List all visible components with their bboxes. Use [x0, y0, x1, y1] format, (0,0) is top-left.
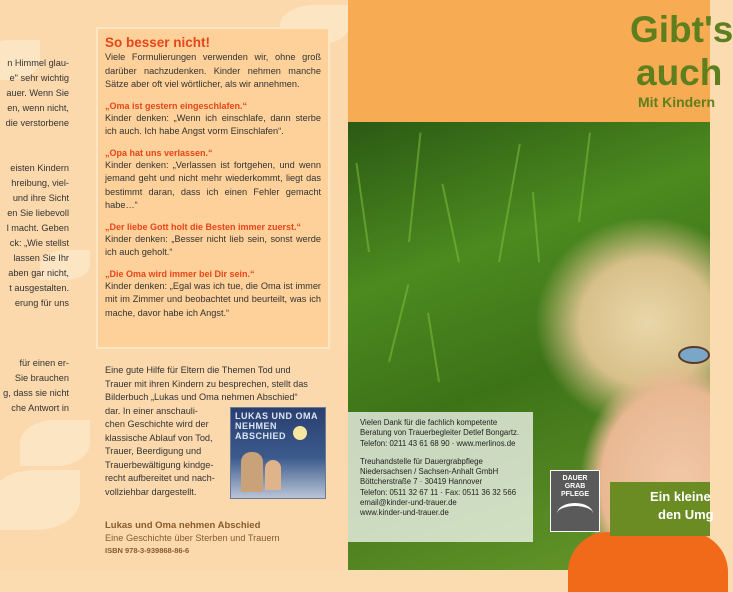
- logo-line: PFLEGE: [560, 491, 589, 498]
- text-line: erung für uns: [14, 298, 69, 308]
- text-line: ck: „Wie stellst: [9, 238, 69, 248]
- text-line: l macht. Geben: [6, 223, 69, 233]
- promo-line: dar. In einer anschauli-: [105, 405, 198, 416]
- cover-subtitle: Mit Kindern: [638, 94, 715, 110]
- leaf-decoration: [0, 470, 80, 530]
- text-line: t ausgestalten.: [9, 283, 69, 293]
- child-in-grass-photo: [348, 122, 714, 570]
- promo-line: Eine gute Hilfe für Eltern die Themen Tod und: [105, 365, 291, 375]
- promo-line: klassische Ablauf von Tod,: [105, 432, 213, 443]
- book-cover-image: [230, 407, 326, 499]
- info-line: email@kinder-und-trauer.de: [360, 498, 457, 508]
- moon-shape: [293, 426, 307, 440]
- spacer: [360, 449, 533, 457]
- info-line: Treuhandstelle für Dauergrabpflege: [360, 456, 483, 466]
- text-line: hreibung, viel-: [11, 178, 69, 188]
- text-line: [0, 146, 69, 161]
- promo-line: Trauer, Beerdigung und: [105, 446, 202, 456]
- info-line: Telefon: 0211 43 61 68 90 · www.merlinos.de: [360, 438, 516, 448]
- book-subtitle: Eine Geschichte über Sterben und Trauern: [105, 533, 280, 543]
- grass-blade: [532, 192, 540, 262]
- grass-blade: [355, 163, 370, 252]
- promo-line: Trauer mit ihren Kindern zu besprechen, stellt das: [105, 378, 308, 389]
- cover-panel: [348, 0, 733, 570]
- dauergrabpflege-logo: [550, 470, 600, 532]
- tips-box: [96, 27, 330, 349]
- contact-info-box: [348, 412, 533, 542]
- cover-title-line-1: Gibt's: [630, 9, 733, 50]
- grass-blade: [408, 132, 421, 242]
- tagline-line-2: den Umg: [658, 507, 714, 522]
- info-line: Vielen Dank für die fachlich kompetente: [360, 418, 498, 427]
- book-details: [105, 520, 335, 555]
- text-line: che Antwort in: [11, 403, 69, 413]
- logo-text: [551, 475, 599, 499]
- book-isbn: ISBN 978-3-939868-86-6: [105, 546, 190, 555]
- text-line: und ihre Sicht: [12, 193, 69, 203]
- tagline-line-1: Ein kleine: [650, 489, 711, 504]
- text-line: en, wenn nicht,: [7, 103, 69, 113]
- tips-explanation: Kinder denken: „Verlassen ist fortgehen, und wenn jemand geht und nicht mehr wiederkommt, liegt das bestimmt daran, dass ich einen Fehler gemacht habe…“: [105, 159, 321, 210]
- text-line: die verstorbene: [5, 118, 69, 128]
- child-eye: [678, 346, 710, 364]
- tips-explanation: Kinder denken: „Besser nicht lieb sein, sonst werde ich auch geholt.“: [105, 233, 321, 257]
- text-line: für einen er-: [19, 358, 69, 368]
- promo-line: vollziehbar dargestellt.: [105, 486, 197, 497]
- child-figure: [265, 460, 281, 490]
- tips-intro: Viele Formulierungen verwenden wir, ohne groß darüber nachzudenken. Kinder nehmen manche Sätze aber oft viel wörtlicher, als wir annehmen.: [105, 52, 321, 89]
- book-title: Lukas und Oma nehmen Abschied: [105, 520, 261, 531]
- logo-line: DAUER: [562, 475, 588, 482]
- text-line: auer. Wenn Sie: [6, 88, 69, 98]
- tips-explanation: Kinder denken: „Egal was ich tue, die Oma ist immer mit im Zimmer und beobachtet und beurteilt, was ich mache, davor habe ich Angst.“: [105, 280, 321, 318]
- text-line: n Himmel glau-: [7, 58, 69, 68]
- text-line: aben gar nicht,: [8, 268, 69, 278]
- green-tagline-bar: [610, 482, 714, 536]
- tips-quote: „Der liebe Gott holt die Besten immer zuerst.“: [105, 221, 302, 232]
- promo-line: recht aufbereitet und nach-: [105, 473, 215, 483]
- leaf-decoration: [20, 420, 90, 466]
- grass-blade: [388, 284, 409, 362]
- text-line: Sie brauchen: [14, 373, 69, 383]
- tips-heading: So besser nicht!: [105, 35, 211, 50]
- text-line: [0, 311, 69, 326]
- info-line: Beratung von Trauerbegleiter Detlef Bongartz.: [360, 428, 520, 438]
- tips-quote: „Die Oma wird immer bei Dir sein.“: [105, 268, 255, 279]
- cover-title-line-2: auch: [636, 52, 723, 93]
- tips-explanation: Kinder denken: „Wenn ich einschlafe, dann sterbe ich auch. Ich habe Angst vorm Einschlafen“.: [105, 112, 321, 136]
- text-line: g, dass sie nicht: [3, 388, 69, 398]
- grandmother-figure: [241, 452, 263, 492]
- promo-line: chen Geschichte wird der: [105, 419, 209, 429]
- cover-title-line: NEHMEN: [235, 421, 278, 431]
- info-line: www.kinder-und-trauer.de: [360, 508, 449, 518]
- left-panel: [0, 0, 348, 570]
- text-line: lassen Sie Ihr: [13, 253, 69, 263]
- cover-title-line: LUKAS UND OMA: [235, 411, 318, 421]
- left-body-text: [0, 56, 69, 416]
- wave-icon: [557, 503, 593, 524]
- text-line: [0, 341, 69, 356]
- text-line: [0, 326, 69, 341]
- orange-shirt: [568, 532, 728, 592]
- cover-title-line: ABSCHIED: [235, 431, 287, 441]
- grass-blade: [498, 144, 521, 263]
- info-line: Böttcherstraße 7 · 30419 Hannover: [360, 477, 483, 487]
- tips-quote: „Opa hat uns verlassen.“: [105, 147, 213, 158]
- logo-line: GRAB: [564, 483, 586, 490]
- info-line: Telefon: 0511 32 67 11 · Fax: 0511 36 32 566: [360, 487, 517, 497]
- promo-line: Bilderbuch „Lukas und Oma nehmen Abschied“: [105, 392, 298, 402]
- text-line: [0, 131, 69, 146]
- promo-line: Trauerbewältigung kindge-: [105, 459, 214, 470]
- grass-blade: [441, 184, 460, 263]
- info-line: Niedersachsen / Sachsen-Anhalt GmbH: [360, 467, 499, 477]
- grass-blade: [427, 313, 440, 382]
- cover-header: [348, 0, 733, 122]
- grass-blade: [578, 133, 591, 223]
- text-line: eisten Kindern: [10, 163, 69, 173]
- tips-quote: „Oma ist gestern eingeschlafen.“: [105, 100, 248, 111]
- text-line: en Sie liebevoll: [7, 208, 69, 218]
- text-line: e" sehr wichtig: [9, 73, 69, 83]
